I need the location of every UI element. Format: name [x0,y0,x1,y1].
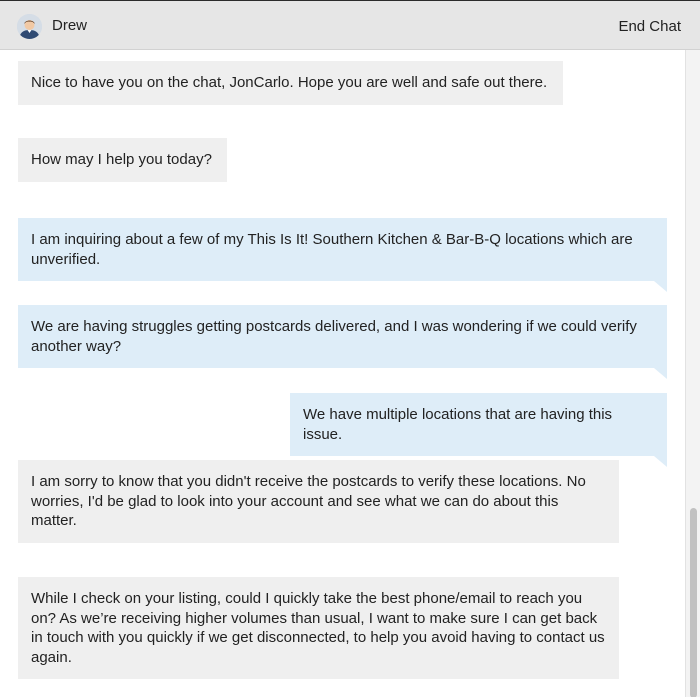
user-message: I am inquiring about a few of my This Is It! Southern Kitchen & Bar-B-Q locations which are unverified. [18,218,667,281]
chat-transcript [0,50,685,697]
agent-message: How may I help you today? [18,138,227,182]
agent-message: Nice to have you on the chat, JonCarlo. Hope you are well and safe out there. [18,61,563,105]
user-message: We have multiple locations that are having this issue. [290,393,667,456]
transcript-scrollbar[interactable] [685,50,700,697]
end-chat-button[interactable]: End Chat [618,18,681,35]
agent-name: Drew [52,17,88,34]
chat-header [0,1,700,50]
user-message: We are having struggles getting postcards delivered, and I was wondering if we could verify another way? [18,305,667,368]
agent-message: While I check on your listing, could I quickly take the best phone/email to reach you on? As we’re receiving higher volumes than usual, I want to make sure I can get back in touch with you quickly if we get disconnected, to help you avoid having to contact us again. [18,577,619,679]
person-avatar-icon [17,14,42,39]
scrollbar-thumb[interactable] [690,508,697,697]
agent-message: I am sorry to know that you didn't receive the postcards to verify these locations. No worries, I'd be glad to look into your account and see what we can do about this matter. [18,460,619,543]
